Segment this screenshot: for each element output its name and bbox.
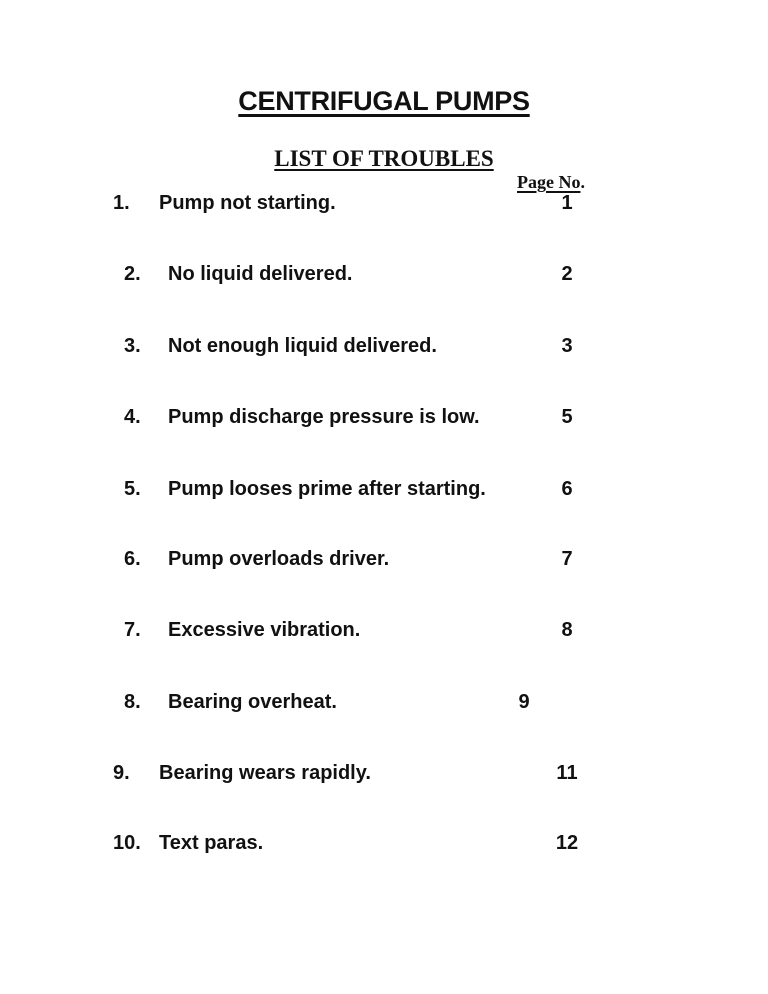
- item-number: 8.: [124, 691, 141, 713]
- item-number: 10.: [113, 832, 141, 854]
- item-number: 1.: [113, 192, 130, 214]
- item-page: 8: [561, 619, 573, 641]
- item-label: Text paras.: [159, 832, 264, 854]
- item-label: Pump not starting.: [159, 192, 336, 214]
- item-label: Pump looses prime after starting.: [168, 478, 486, 500]
- list-heading-text: LIST OF TROUBLES: [274, 146, 494, 171]
- page-title-text: CENTRIFUGAL PUMPS: [238, 86, 530, 116]
- item-page: 11: [556, 762, 578, 784]
- toc-row-10: [0, 832, 768, 856]
- item-number: 6.: [124, 548, 141, 570]
- item-page: 7: [561, 548, 573, 570]
- toc-row-5: [0, 478, 768, 502]
- toc-row-9: [0, 762, 768, 786]
- page-no-period: .: [580, 172, 585, 192]
- toc-row-7: [0, 619, 768, 643]
- item-number: 9.: [113, 762, 130, 784]
- item-label: Pump discharge pressure is low.: [168, 406, 480, 428]
- item-page: 12: [555, 832, 579, 854]
- toc-row-4: [0, 406, 768, 430]
- item-number: 2.: [124, 263, 141, 285]
- item-page: 5: [561, 406, 573, 428]
- item-number: 4.: [124, 406, 141, 428]
- page-no-column-header: Page No.: [517, 172, 585, 192]
- toc-row-2: [0, 263, 768, 287]
- item-page: 3: [561, 335, 573, 357]
- item-page: 6: [561, 478, 573, 500]
- item-page: 1: [561, 192, 573, 214]
- item-label: Bearing overheat.: [168, 691, 337, 713]
- item-label: Pump overloads driver.: [168, 548, 390, 570]
- toc-row-1: [0, 192, 768, 216]
- toc-row-6: [0, 548, 768, 572]
- item-number: 3.: [124, 335, 141, 357]
- item-page: 9: [518, 691, 530, 713]
- item-label: Excessive vibration.: [168, 619, 361, 641]
- item-page: 2: [561, 263, 573, 285]
- toc-row-8: [0, 691, 768, 715]
- item-label: No liquid delivered.: [168, 263, 353, 285]
- toc-row-3: [0, 335, 768, 359]
- item-number: 7.: [124, 619, 141, 641]
- item-number: 5.: [124, 478, 141, 500]
- item-label: Not enough liquid delivered.: [168, 335, 437, 357]
- item-label: Bearing wears rapidly.: [159, 762, 371, 784]
